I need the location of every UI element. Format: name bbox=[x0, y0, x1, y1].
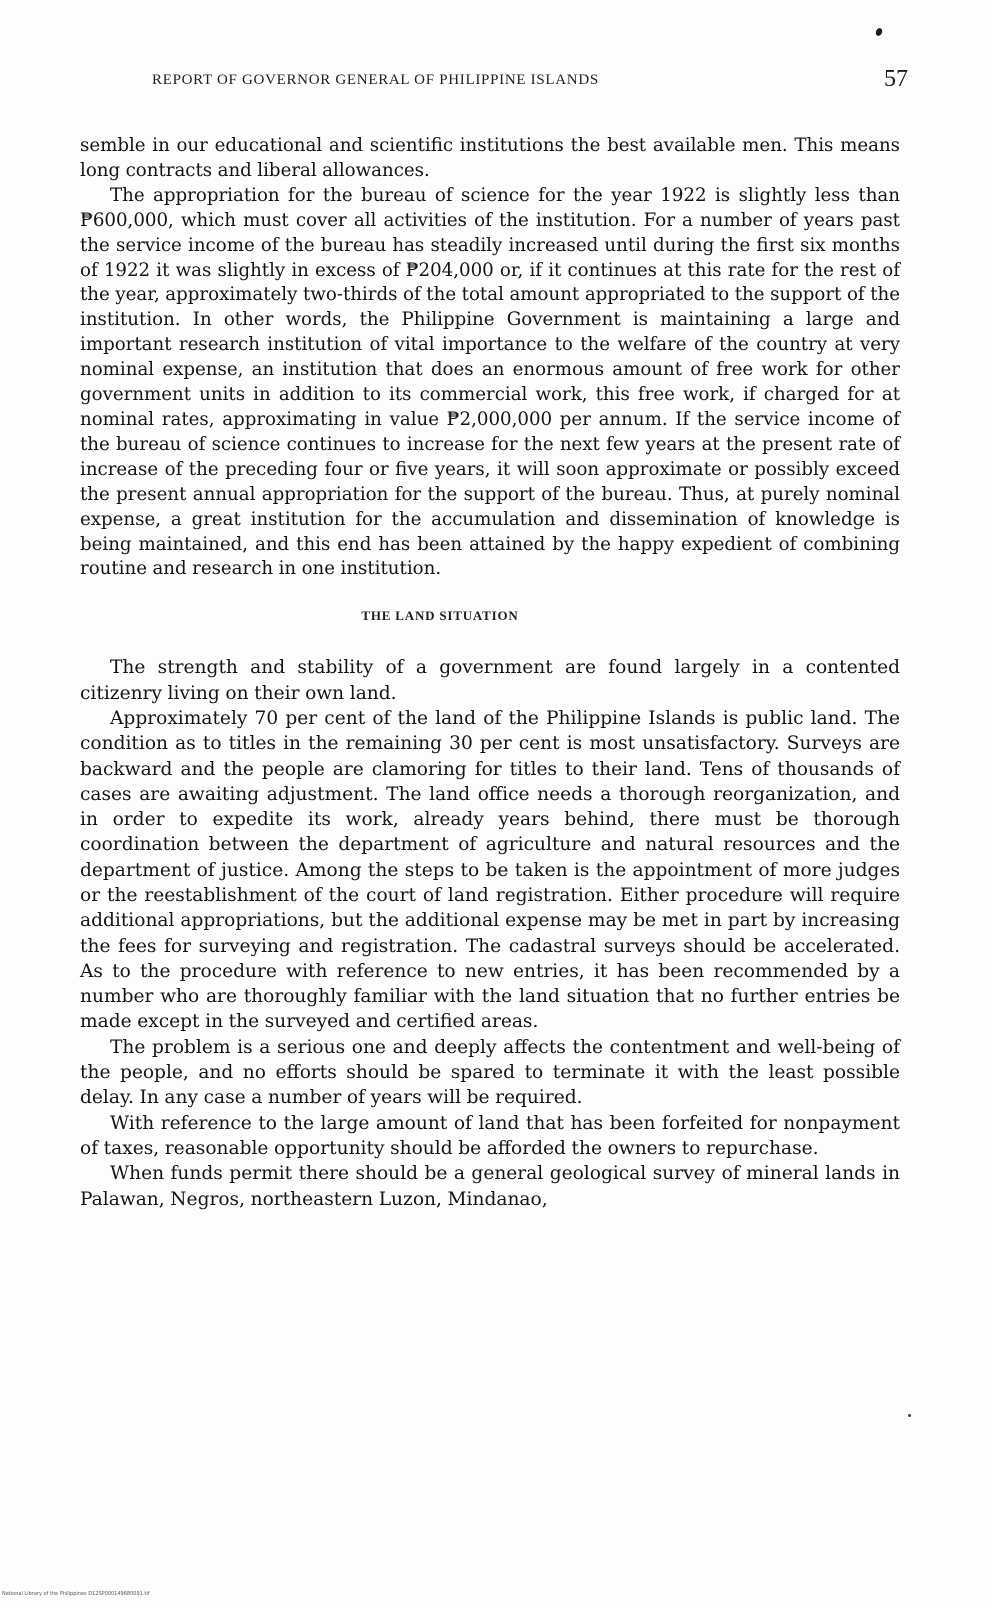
running-head: REPORT OF GOVERNOR GENERAL OF PHILIPPINE ISLANDS bbox=[152, 72, 599, 88]
page-number: 57 bbox=[884, 66, 908, 92]
paragraph: The problem is a serious one and deeply affects the contentment and well-being of the people, and no efforts should be spared to terminate it with the least possible delay. In any case a number of years will be required. bbox=[80, 1036, 900, 1109]
ink-speck bbox=[908, 1414, 911, 1417]
section-land-situation bbox=[80, 655, 900, 1212]
scan-credit: National Library of the Philippines D12SP000149680091.tif bbox=[2, 1591, 150, 1597]
paragraph: The appropriation for the bureau of science for the year 1922 is slightly less than ₱600,000, which must cover all activities of the institution. For a number of years past the service income of the bureau has steadily increased until during the first six months of 1922 it was slightly in excess of ₱204,000 or, if it continues at this rate for the rest of the year, approximately two-thirds of the total amount appropriated to the support of the institution. In other words, the Philippine Government is maintaining a large and important research institution of vital importance to the welfare of the country at very nominal expense, an institution that does an enormous amount of free work for other government units in addition to its commercial work, this free work, if charged for at nominal rates, approximating in value ₱2,000,000 per annum. If the service income of the bureau of science continues to increase for the next few years at the present rate of increase of the preceding four or five years, it will soon approximate or possibly exceed the present annual appropriation for the support of the bureau. Thus, at purely nominal expense, a great institution for the accumulation and dissemination of knowledge is being maintained, and this end has been attained by the happy expedient of combining routine and research in one institution. bbox=[80, 184, 900, 580]
section-bureau-of-science bbox=[80, 134, 900, 582]
body-text bbox=[80, 134, 900, 1212]
paragraph: The strength and stability of a government are found largely in a contented citizenry living on their own land. bbox=[80, 657, 900, 704]
paragraph: Approximately 70 per cent of the land of the Philippine Islands is public land. The condition as to titles in the remaining 30 per cent is most unsatisfactory. Surveys are backward and the people are clamoring for titles to their land. Tens of thousands of cases are awaiting adjustment. The land office needs a thorough reorganization, and in order to expedite its work, already years behind, there must be thorough coordination between the department of agriculture and natural resources and the department of justice. Among the steps to be taken is the appointment of more judges or the reestablishment of the court of land registration. Either procedure will require additional appropriations, but the additional expense may be met in part by increasing the fees for surveying and registration. The cadastral surveys should be accelerated. As to the procedure with reference to new entries, it has been recommended by a number who are thoroughly familiar with the land situation that no further entries be made except in the surveyed and certified areas. bbox=[80, 707, 900, 1033]
paragraph: With reference to the large amount of land that has been forfeited for nonpayment of taxes, reasonable opportunity should be afforded the owners to repurchase. bbox=[80, 1112, 900, 1159]
paragraph: When funds permit there should be a general geological survey of mineral lands in Palawan, Negros, northeastern Luzon, Mindanao, bbox=[80, 1163, 900, 1210]
ink-speck bbox=[875, 27, 884, 37]
section-heading: THE LAND SITUATION bbox=[361, 608, 519, 624]
paragraph: semble in our educational and scientific institutions the best available men. This means long contracts and liberal allowances. bbox=[80, 135, 900, 181]
